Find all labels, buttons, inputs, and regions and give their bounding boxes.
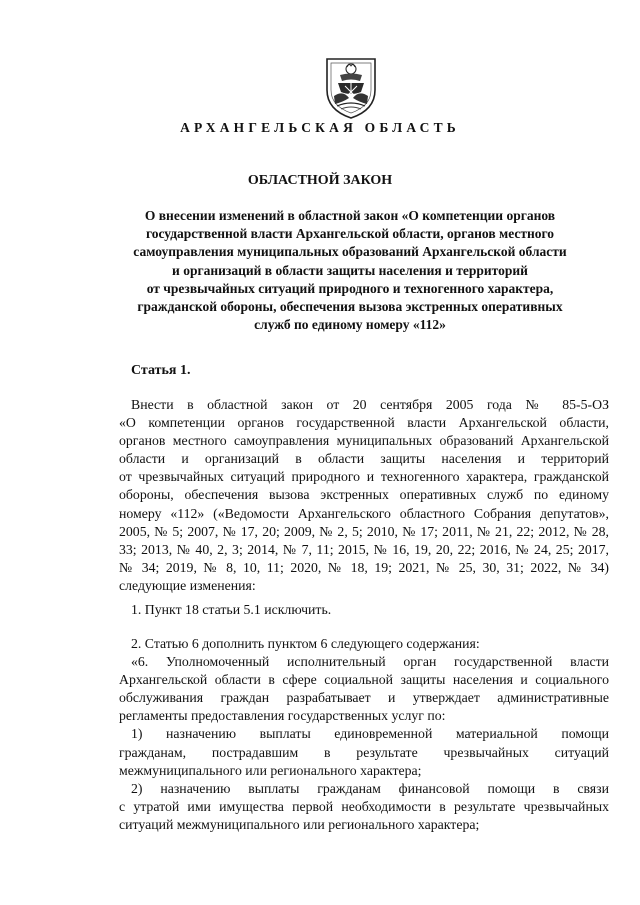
law-title-line: государственной власти Архангельской области, органов местного — [145, 226, 555, 242]
paragraph-line: 2. Статью 6 дополнить пунктом 6 следующего содержания: — [131, 636, 480, 651]
paragraph-line: области и организаций в области защиты населения и территорий — [119, 451, 609, 467]
paragraph-line: 1) назначению выплаты единовременной материальной помощи — [131, 726, 609, 742]
amendment-item-2 — [119, 635, 609, 834]
paragraph-line: от чрезвычайных ситуаций природного и техногенного характера, гражданской — [119, 469, 609, 485]
paragraph-line: ситуаций межмуниципального или регионального характера; — [119, 816, 480, 832]
law-title-line: от чрезвычайных ситуаций природного и техногенного характера, — [146, 280, 554, 296]
paragraph-line: гражданам, пострадавшим в результате чрезвычайных ситуаций — [119, 744, 609, 760]
paragraph-line: следующие изменения: — [119, 577, 256, 593]
paragraph-line: «О компетенции органов государственной власти Архангельской области, — [119, 415, 609, 431]
paragraph-line: 2) назначению выплаты гражданам финансовой помощи в связи — [131, 780, 609, 796]
law-title-line: самоуправления муниципальных образований Архангельской области — [133, 244, 567, 260]
paragraph-line: № 34; 2019, № 8, 10, 11; 2020, № 18, 19; 2021, № 25, 30, 31; 2022, № 34) — [119, 559, 609, 575]
coat-of-arms-emblem — [323, 56, 379, 120]
law-title-line: гражданской обороны, обеспечения вызова экстренных оперативных — [137, 299, 563, 315]
document-type: ОБЛАСТНОЙ ЗАКОН — [247, 173, 393, 188]
paragraph-line: межмуниципального или регионального характера; — [119, 762, 422, 778]
paragraph-line: органов местного самоуправления муниципальных образований Архангельской — [119, 433, 609, 449]
law-title — [100, 207, 600, 334]
article-heading: Статья 1. — [131, 363, 191, 378]
paragraph-line: номеру «112» («Ведомости Архангельского областного Собрания депутатов», — [119, 505, 609, 521]
law-title-line: О внесении изменений в областной закон «О компетенции органов — [144, 208, 556, 223]
paragraph-line: «6. Уполномоченный исполнительный орган государственной власти — [131, 654, 609, 670]
paragraph-line: Внести в областной закон от 20 сентября 2005 года № 85-5-ОЗ — [131, 397, 609, 412]
paragraph-line: обслуживания граждан разрабатывает и утверждает административные — [119, 690, 609, 706]
paragraph-line: с утратой ими имущества первой необходимости в результате чрезвычайных — [119, 798, 609, 814]
paragraph-line: 2005, № 5; 2007, № 17, 20; 2009, № 2, 5; 2010, № 17; 2011, № 21, 22; 2012, № 28, — [119, 523, 609, 539]
amendment-item-1 — [119, 601, 609, 619]
region-name: АРХАНГЕЛЬСКАЯ ОБЛАСТЬ — [180, 120, 460, 135]
paragraph-line: 33; 2013, № 40, 2, 3; 2014, № 7, 11; 2015, № 16, 19, 20, 22; 2016, № 24, 25; 2017, — [119, 541, 609, 557]
law-title-line: и организаций в области защиты населения и территорий — [172, 262, 528, 278]
paragraph-line: регламенты предоставления государственных услуг по: — [119, 708, 446, 724]
law-title-line: служб по единому номеру «112» — [254, 317, 446, 333]
paragraph-line: Архангельской области в сфере социальной защиты населения и социального — [119, 672, 609, 688]
article-intro-paragraph — [119, 396, 609, 595]
paragraph-line: обороны, обеспечения вызова экстренных оперативных служб по единому — [119, 487, 609, 503]
paragraph-line: 1. Пункт 18 статьи 5.1 исключить. — [131, 602, 332, 617]
